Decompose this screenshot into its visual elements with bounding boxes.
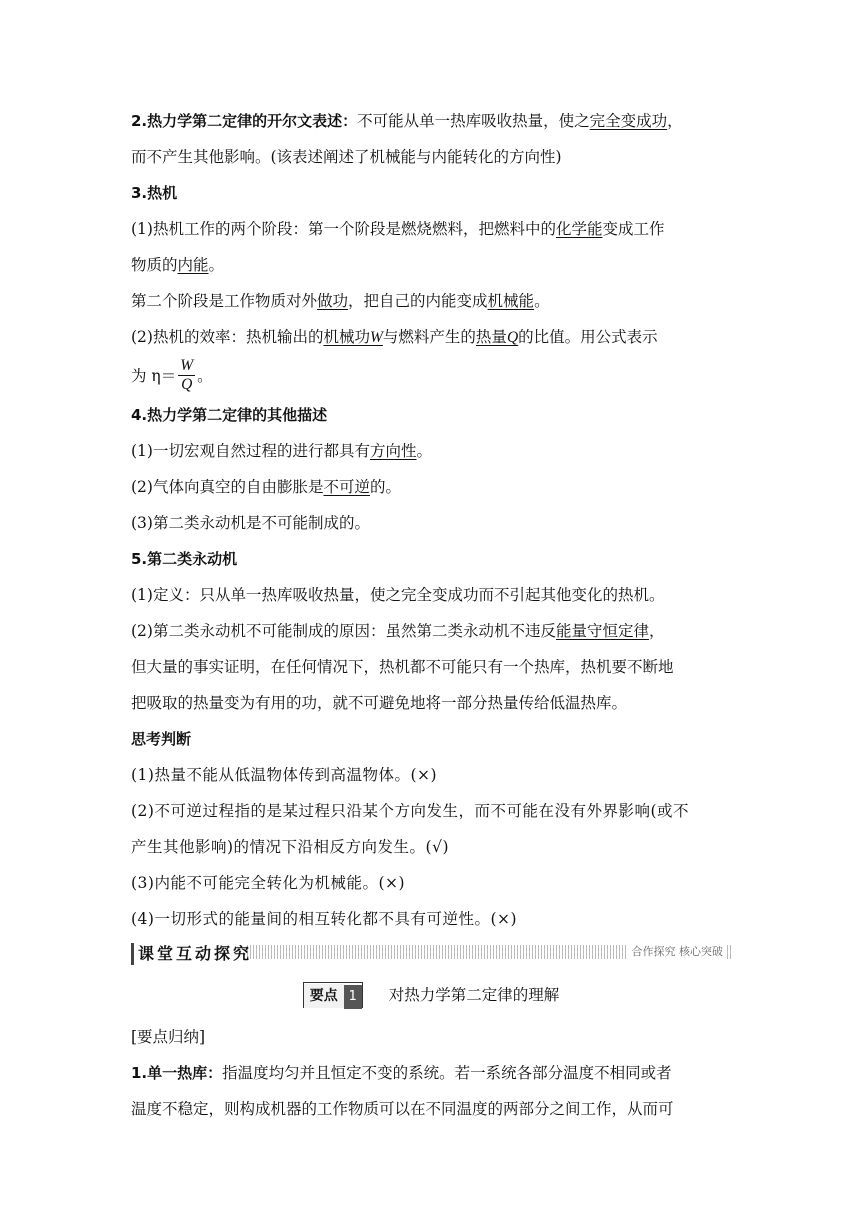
heat-engine-stages-line1: (1)热机工作的两个阶段：第一个阶段是燃烧燃料，把燃料中的化学能变成工作 (131, 220, 665, 238)
underlined-answer: 机械功W (323, 328, 383, 346)
heat-engine-second-stage: 第二个阶段是工作物质对外做功，把自己的内能变成机械能。 (131, 292, 550, 310)
perpetual-motion-reason-line3: 把吸取的热量变为有用的功，就不可避免地将一部分热量传给低温热库。 (131, 694, 628, 712)
fraction-denominator: Q (181, 375, 193, 393)
efficiency-formula-line: 为 η＝ $\frac{W}{Q}$ 。 (131, 356, 213, 393)
underlined-answer: 完全变成功 (589, 112, 668, 130)
heat-engine-efficiency-line1: (2)热机的效率：热机输出的机械功W与燃料产生的热量Q的比值。用公式表示 (131, 328, 658, 346)
banner-subtitle: 合作探究 核心突破 (628, 945, 728, 959)
underlined-answer: 做功 (317, 292, 349, 310)
keypoint-header (131, 979, 731, 1019)
perpetual-motion-definition: (1)定义：只从单一热库吸收热量，使之完全变成功而不引起其他变化的热机。 (131, 586, 665, 604)
document-page (131, 103, 731, 1127)
perpetual-motion-reason-line1: (2)第二类永动机不可能制成的原因：虽然第二类永动机不违反能量守恒定律， (131, 622, 665, 640)
fraction-numerator: W (180, 356, 194, 374)
perpetual-motion-reason-line2: 但大量的事实证明，在任何情况下，热机都不可能只有一个热库，热机要不断地 (131, 658, 674, 676)
other-descriptions-heading: 4.热力学第二定律的其他描述 (131, 406, 328, 424)
judgment-item2-line1: (2)不可逆过程指的是某过程只沿某个方向发生，而不可能在没有外界影响(或不 (131, 802, 690, 820)
underlined-answer: 内能 (177, 256, 209, 274)
underlined-answer: 化学能 (555, 220, 603, 238)
judgment-item4: (4)一切形式的能量间的相互转化都不具有可逆性。(×) (131, 910, 518, 928)
kelvin-statement-line1: 2.热力学第二定律的开尔文表述：不可能从单一热库吸收热量，使之完全变成功， (131, 112, 683, 130)
judgment-item2-line2: 产生其他影响)的情况下沿相反方向发生。(√) (131, 838, 450, 856)
heat-engine-heading: 3.热机 (131, 184, 178, 202)
section-banner (131, 941, 731, 967)
keypoint-badge: 要点 1 (303, 982, 363, 1008)
heat-engine-stages-line2: 物质的内能。 (131, 256, 225, 274)
underlined-answer: 方向性 (369, 442, 417, 460)
underlined-answer: 机械能 (487, 292, 535, 310)
kelvin-statement-heading: 2.热力学第二定律的开尔文表述： (131, 112, 358, 130)
efficiency-fraction (178, 357, 195, 394)
keypoint-number: 1 (344, 985, 362, 1009)
other-descriptions-item3: (3)第二类永动机是不可能制成的。 (131, 514, 370, 532)
kelvin-statement-line2: 而不产生其他影响。(该表述阐述了机械能与内能转化的方向性) (131, 148, 562, 166)
underlined-answer: 不可逆 (323, 478, 370, 496)
judgment-item3: (3)内能不可能完全转化为机械能。(×) (131, 874, 406, 892)
summary-item1-line2: 温度不稳定，则构成机器的工作物质可以在不同温度的两部分之间工作，从而可 (131, 1100, 674, 1118)
perpetual-motion-heading: 5.第二类永动机 (131, 550, 238, 568)
other-descriptions-item1: (1)一切宏观自然过程的进行都具有方向性。 (131, 442, 432, 460)
summary-item1-line1: 1.单一热库：指温度均匀并且恒定不变的系统。若一系统各部分温度不相同或者 (131, 1064, 672, 1082)
underlined-answer: 热量Q (475, 328, 519, 346)
banner-title: 课堂互动探究 (131, 943, 252, 965)
keypoint-title: 对热力学第二定律的理解 (388, 986, 560, 1004)
underlined-answer: 能量守恒定律 (555, 622, 649, 640)
thinking-judgment-heading: 思考判断 (131, 730, 192, 748)
judgment-item1: (1)热量不能从低温物体传到高温物体。(×) (131, 766, 438, 784)
summary-heading: [要点归纳] (131, 1028, 206, 1046)
other-descriptions-item2: (2)气体向真空的自由膨胀是不可逆的。 (131, 478, 401, 496)
